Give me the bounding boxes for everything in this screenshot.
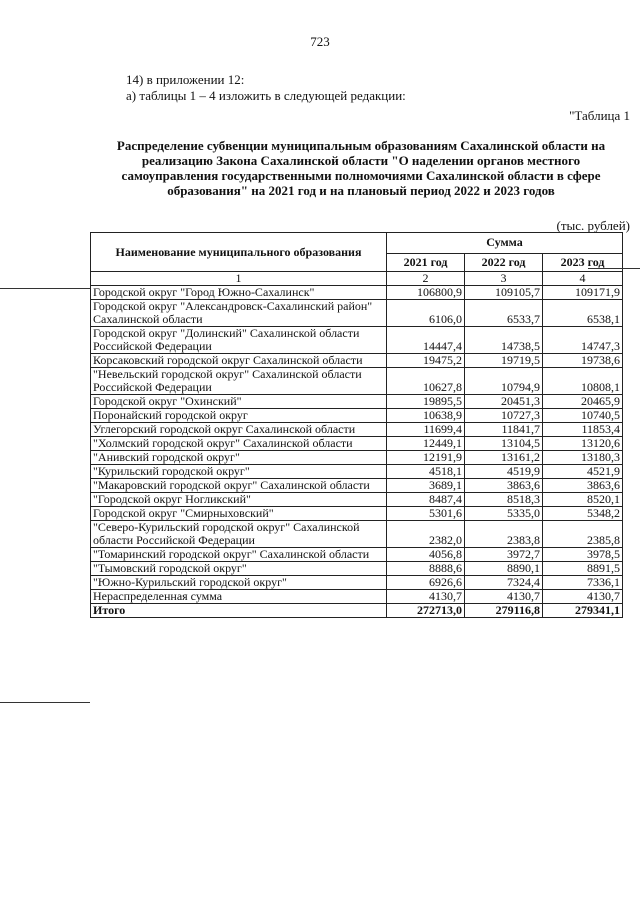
separator-line	[0, 288, 90, 289]
municipality-name: "Городской округ Ногликский"	[91, 493, 387, 507]
municipality-name: "Курильский городской округ"	[91, 465, 387, 479]
municipality-name: Углегорский городской округ Сахалинской области	[91, 423, 387, 437]
value-2023: 13180,3	[543, 451, 623, 465]
table-row	[91, 300, 623, 327]
value-2023: 4130,7	[543, 590, 623, 604]
value-2021: 11699,4	[387, 423, 465, 437]
value-2021: 12449,1	[387, 437, 465, 451]
value-2022: 279116,8	[465, 604, 543, 618]
table-row	[91, 368, 623, 395]
header-year-2023: 2023 год	[543, 253, 623, 271]
value-2022: 5335,0	[465, 507, 543, 521]
header-year-2022: 2022 год	[465, 253, 543, 271]
table-row	[91, 327, 623, 354]
municipality-name: "Южно-Курильский городской округ"	[91, 576, 387, 590]
value-2021: 272713,0	[387, 604, 465, 618]
table-row	[91, 354, 623, 368]
value-2022: 4519,9	[465, 465, 543, 479]
value-2021: 8888,6	[387, 562, 465, 576]
value-2021: 19895,5	[387, 395, 465, 409]
value-2023: 10740,5	[543, 409, 623, 423]
value-2022: 20451,3	[465, 395, 543, 409]
value-2023: 279341,1	[543, 604, 623, 618]
municipality-name: Городской округ "Город Южно-Сахалинск"	[91, 286, 387, 300]
value-2022: 10727,3	[465, 409, 543, 423]
value-2022: 7324,4	[465, 576, 543, 590]
value-2021: 106800,9	[387, 286, 465, 300]
value-2022: 13104,5	[465, 437, 543, 451]
value-2022: 14738,5	[465, 327, 543, 354]
header-sum: Сумма	[387, 233, 623, 254]
municipality-name: "Томаринский городской округ" Сахалинской области	[91, 548, 387, 562]
unit-label: (тыс. рублей)	[556, 218, 630, 233]
value-2021: 2382,0	[387, 521, 465, 548]
column-number: 4	[543, 272, 623, 286]
table-row	[91, 479, 623, 493]
subvention-table	[90, 232, 623, 618]
value-2021: 4130,7	[387, 590, 465, 604]
table-row	[91, 576, 623, 590]
municipality-name: Городской округ "Александровск-Сахалинский район" Сахалинской области	[91, 300, 387, 327]
municipality-name: Итого	[91, 604, 387, 618]
value-2022: 3863,6	[465, 479, 543, 493]
value-2023: 8891,5	[543, 562, 623, 576]
value-2021: 10638,9	[387, 409, 465, 423]
table-row	[91, 423, 623, 437]
municipality-name: "Холмский городской округ" Сахалинской области	[91, 437, 387, 451]
value-2022: 11841,7	[465, 423, 543, 437]
value-2023: 3978,5	[543, 548, 623, 562]
separator-line	[588, 268, 640, 269]
table-row	[91, 507, 623, 521]
table-row	[91, 286, 623, 300]
document-title: Распределение субвенции муниципальным образованиям Сахалинской области на реализацию Закона Сахалинской области "О наделении органов местного самоуправления государственными полномочиями Сахалинской области в сфере образования" на 2021 год и на плановый период 2022 и 2023 годов	[116, 138, 606, 198]
value-2021: 5301,6	[387, 507, 465, 521]
value-2023: 10808,1	[543, 368, 623, 395]
value-2021: 6106,0	[387, 300, 465, 327]
value-2022: 2383,8	[465, 521, 543, 548]
table-row	[91, 493, 623, 507]
value-2022: 4130,7	[465, 590, 543, 604]
column-number: 2	[387, 272, 465, 286]
column-number: 3	[465, 272, 543, 286]
value-2023: 109171,9	[543, 286, 623, 300]
municipality-name: "Макаровский городской округ" Сахалинской области	[91, 479, 387, 493]
value-2021: 3689,1	[387, 479, 465, 493]
table-row	[91, 548, 623, 562]
value-2021: 4518,1	[387, 465, 465, 479]
value-2021: 4056,8	[387, 548, 465, 562]
municipality-name: Поронайский городской округ	[91, 409, 387, 423]
value-2023: 4521,9	[543, 465, 623, 479]
table-row	[91, 590, 623, 604]
value-2022: 19719,5	[465, 354, 543, 368]
table-row	[91, 437, 623, 451]
value-2021: 10627,8	[387, 368, 465, 395]
municipality-name: Корсаковский городской округ Сахалинской области	[91, 354, 387, 368]
value-2021: 19475,2	[387, 354, 465, 368]
value-2022: 10794,9	[465, 368, 543, 395]
value-2021: 12191,9	[387, 451, 465, 465]
value-2023: 3863,6	[543, 479, 623, 493]
table-row	[91, 562, 623, 576]
table-row	[91, 451, 623, 465]
value-2021: 8487,4	[387, 493, 465, 507]
value-2021: 14447,4	[387, 327, 465, 354]
municipality-name: "Невельский городской округ" Сахалинской области Российской Федерации	[91, 368, 387, 395]
column-number: 1	[91, 272, 387, 286]
value-2022: 8890,1	[465, 562, 543, 576]
municipality-name: Нераспределенная сумма	[91, 590, 387, 604]
value-2023: 8520,1	[543, 493, 623, 507]
value-2023: 5348,2	[543, 507, 623, 521]
table-row	[91, 521, 623, 548]
value-2023: 11853,4	[543, 423, 623, 437]
municipality-name: "Анивский городской округ"	[91, 451, 387, 465]
intro-line-2: а) таблицы 1 – 4 изложить в следующей редакции:	[126, 88, 406, 103]
value-2023: 7336,1	[543, 576, 623, 590]
table-row	[91, 395, 623, 409]
value-2023: 14747,3	[543, 327, 623, 354]
municipality-name: Городской округ "Смирныховский"	[91, 507, 387, 521]
value-2022: 3972,7	[465, 548, 543, 562]
intro-line-1: 14) в приложении 12:	[126, 72, 245, 87]
value-2023: 13120,6	[543, 437, 623, 451]
header-year-2021: 2021 год	[387, 253, 465, 271]
table-row	[91, 465, 623, 479]
municipality-name: Городской округ "Долинский" Сахалинской области Российской Федерации	[91, 327, 387, 354]
municipality-name: "Тымовский городской округ"	[91, 562, 387, 576]
table-row	[91, 409, 623, 423]
value-2022: 109105,7	[465, 286, 543, 300]
municipality-name: Городской округ "Охинский"	[91, 395, 387, 409]
total-row	[91, 604, 623, 618]
value-2023: 20465,9	[543, 395, 623, 409]
value-2023: 19738,6	[543, 354, 623, 368]
value-2022: 6533,7	[465, 300, 543, 327]
value-2021: 6926,6	[387, 576, 465, 590]
separator-line	[0, 702, 90, 703]
page-number: 723	[310, 34, 330, 49]
value-2023: 2385,8	[543, 521, 623, 548]
municipality-name: "Северо-Курильский городской округ" Сахалинской области Российской Федерации	[91, 521, 387, 548]
value-2023: 6538,1	[543, 300, 623, 327]
value-2022: 8518,3	[465, 493, 543, 507]
value-2022: 13161,2	[465, 451, 543, 465]
table-label: "Таблица 1	[569, 108, 630, 123]
header-name: Наименование муниципального образования	[91, 233, 387, 272]
